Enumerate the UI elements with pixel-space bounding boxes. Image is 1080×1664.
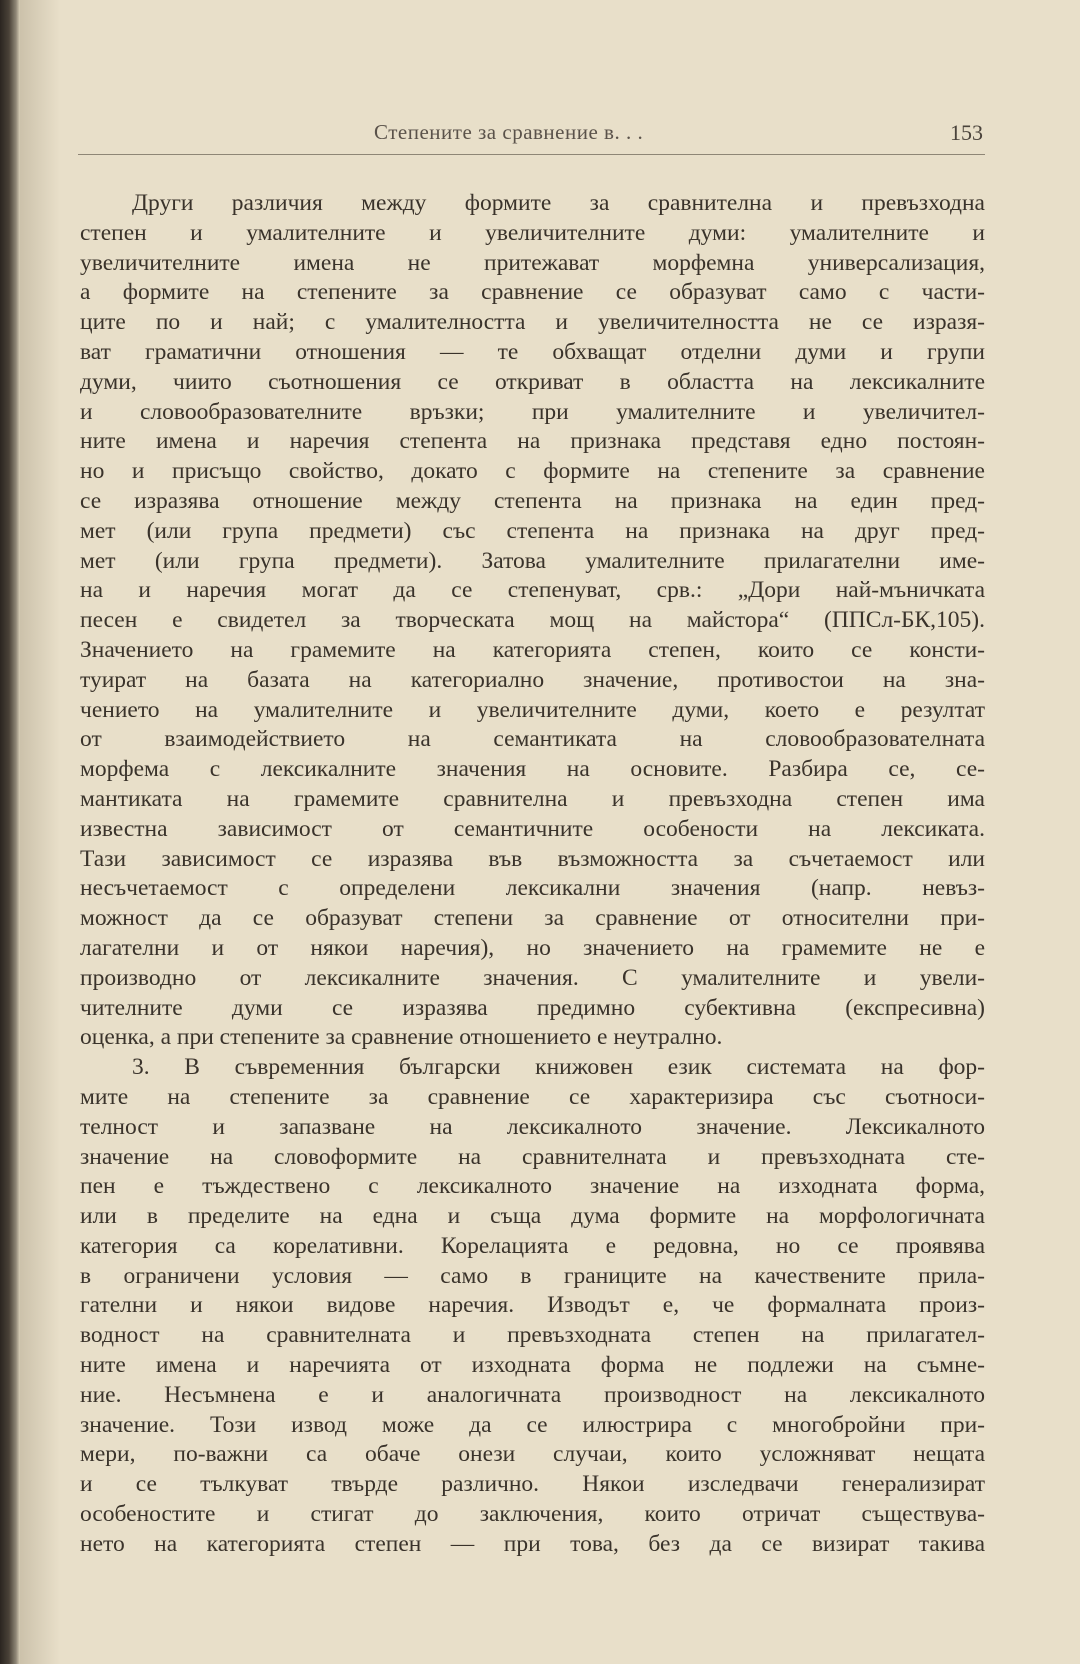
text-line: и словообразователните връзки; при умалителните и увеличител- xyxy=(80,398,985,425)
text-line: мет (или група предмети) със степента на признака на друг пред- xyxy=(80,517,985,544)
text-line: или в пределите на една и съща дума формите на морфологичната xyxy=(80,1203,985,1230)
text-line: ние. Несъмнена е и аналогичната производност на лексикалното xyxy=(80,1381,985,1408)
text-line: и се тълкуват твърде различно. Някои изследвачи генерализират xyxy=(80,1471,985,1498)
text-line: можност да се образуват степени за сравнение от относителни при- xyxy=(80,905,985,932)
text-line: мет (или група предмети). Затова умалителните прилагателни име- xyxy=(80,547,985,574)
text-line: пен е тъждествено с лексикалното значение на изходната форма, xyxy=(80,1173,985,1200)
body-text xyxy=(80,189,985,1560)
text-line: в ограничени условия — само в границите на качествените прила- xyxy=(80,1262,985,1289)
text-line: оценка, а при степените за сравнение отношението е неутрално. xyxy=(80,1024,723,1051)
text-line: категория са корелативни. Корелацията е редовна, но се проявява xyxy=(80,1232,985,1259)
text-line: известна зависимост от семантичните особености на лексиката. xyxy=(80,815,985,842)
text-line: особеностите и стигат до заключения, които отричат съществува- xyxy=(80,1501,985,1528)
text-line: Значението на грамемите на категорията степен, които се консти- xyxy=(80,636,985,663)
text-line: се изразява отношение между степента на признака на един пред- xyxy=(80,487,985,514)
text-line: а формите на степените за сравнение се образуват само с части- xyxy=(80,279,985,306)
page-gutter-shadow xyxy=(20,0,60,1664)
text-line: водност на сравнителната и превъзходната степен на прилагател- xyxy=(80,1322,985,1349)
text-line: Тази зависимост се изразява във възможността за съчетаемост или xyxy=(80,845,985,872)
text-line: песен е свидетел за творческата мощ на майстора“ (ППСл-БК,105). xyxy=(80,607,985,634)
book-binding-edge xyxy=(0,0,20,1664)
page-number: 153 xyxy=(950,120,983,145)
text-line: мите на степените за сравнение се характеризира със съотноси- xyxy=(80,1083,985,1110)
text-line: степен и умалителните и увеличителните думи: умалителните и xyxy=(80,219,985,246)
text-line: увеличителните имена не притежават морфемна универсализация, xyxy=(80,249,985,276)
text-line: гателни и някои видове наречия. Изводът е, че формалната произ- xyxy=(80,1292,985,1319)
text-line: чението на умалителните и увеличителните думи, което е резултат xyxy=(80,696,985,723)
text-line: чителните думи се изразява предимно субективна (експресивна) xyxy=(80,994,985,1021)
text-line: от взаимодействието на семантиката на словообразователната xyxy=(80,726,985,753)
text-line: морфема с лексикалните значения на основите. Разбира се, се- xyxy=(80,756,985,783)
text-line: лагателни и от някои наречия), но значението на грамемите не е xyxy=(80,934,985,961)
text-line: 3. В съвременния български книжовен език системата на фор- xyxy=(132,1054,985,1081)
running-title: Степените за сравнение в. . . xyxy=(374,120,644,144)
text-line: ват граматични отношения — те обхващат отделни думи и групи xyxy=(80,338,985,365)
text-line: мери, по-важни са обаче онези случаи, които усложняват нещата xyxy=(80,1441,985,1468)
page-header xyxy=(78,118,985,155)
text-line: значение. Този извод може да се илюстрира с многобройни при- xyxy=(80,1411,985,1438)
text-line: но и присъщо свойство, докато с формите на степените за сравнение xyxy=(80,458,985,485)
text-line: нето на категорията степен — при това, без да се визират такива xyxy=(80,1530,985,1557)
text-line: производно от лексикалните значения. С умалителните и увели- xyxy=(80,964,985,991)
text-line: Други различия между формите за сравнителна и превъзходна xyxy=(132,190,985,216)
text-line: мантиката на грамемите сравнителна и превъзходна степен има xyxy=(80,785,985,812)
text-line: ните имена и наречия степента на признака представя едно постоян- xyxy=(80,428,985,455)
text-line: туират на базата на категориално значение, противостои на зна- xyxy=(80,666,985,693)
text-line: значение на словоформите на сравнителната и превъзходната сте- xyxy=(80,1143,985,1170)
text-line: несъчетаемост с определени лексикални значения (напр. невъз- xyxy=(80,875,985,902)
text-line: ците по и най; с умалителността и увеличителността не се изразя- xyxy=(80,309,985,336)
text-line: ните имена и наречията от изходната форма не подлежи на съмне- xyxy=(80,1352,985,1379)
text-line: телност и запазване на лексикалното значение. Лексикалното xyxy=(80,1113,985,1140)
text-line: думи, чиито съотношения се откриват в областта на лексикалните xyxy=(80,368,985,395)
text-line: на и наречия могат да се степенуват, срв.: „Дори най-мъничката xyxy=(80,577,985,604)
